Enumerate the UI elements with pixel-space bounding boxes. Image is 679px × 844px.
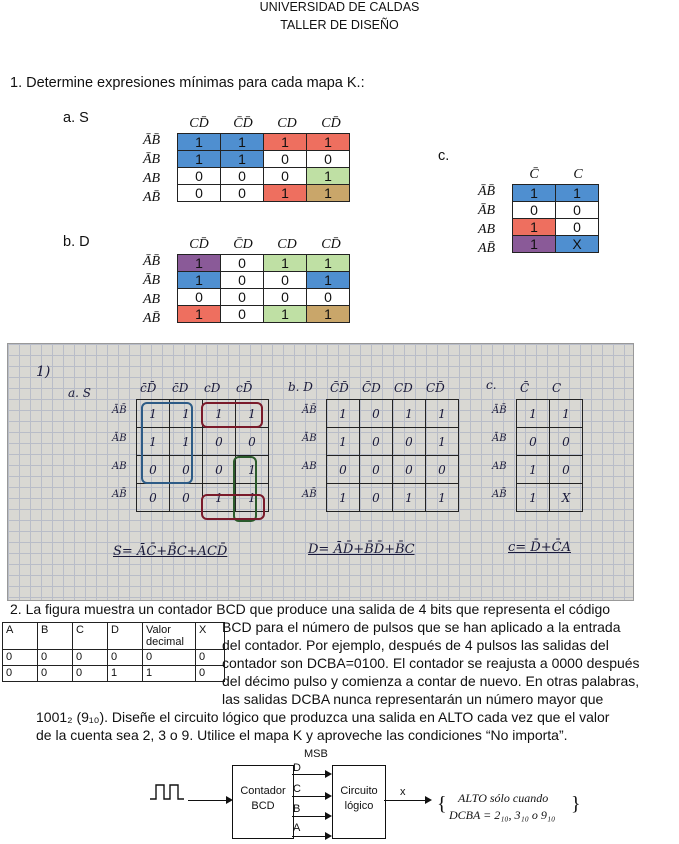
out-c: C xyxy=(293,783,301,795)
cell: 0 xyxy=(38,650,73,666)
hw-cell: 0 xyxy=(203,428,236,456)
hw-cell: 1 xyxy=(517,400,550,428)
kmap-cell: 0 xyxy=(264,151,307,168)
handwritten-solution-photo xyxy=(7,343,634,601)
kmap-cell: 1 xyxy=(307,255,350,272)
kmap-cell: 1 xyxy=(556,185,599,202)
brace-right: } xyxy=(571,793,581,815)
department-title: TALLER DE DISEÑO xyxy=(280,18,399,32)
kmap-cell: 1 xyxy=(307,272,350,289)
hw-row-header: ĀB xyxy=(492,433,507,444)
hw-cell: 1 xyxy=(170,400,203,428)
kmap-cell: 1 xyxy=(513,236,556,253)
kmap-cell: 0 xyxy=(307,151,350,168)
cell: 0 xyxy=(196,650,225,666)
kmap-cell: 1 xyxy=(307,306,350,323)
kmap-cell: 1 xyxy=(178,151,221,168)
hw-cell: 0 xyxy=(236,428,269,456)
hw-cell: 1 xyxy=(426,400,459,428)
kmap-cell: 1 xyxy=(178,134,221,151)
hw-col-header: cD xyxy=(204,381,221,395)
hw-cell: X xyxy=(550,484,583,512)
cell: 0 xyxy=(143,650,196,666)
kmap-col-header: CD̄ xyxy=(321,116,341,131)
hw-row-header: AB̄ xyxy=(492,489,507,500)
question-2-tail-1: 1001₂ (9₁₀). Diseñe el circuito lógico que produzca una salida en ALTO cada vez que el valor xyxy=(36,709,610,725)
kmap-cell: 0 xyxy=(264,168,307,185)
kmap-cell: 0 xyxy=(178,185,221,202)
hw-col-header: c̄D̄ xyxy=(140,381,157,395)
hw-cell: 0 xyxy=(360,400,393,428)
kmap-row-header: AB xyxy=(143,292,161,307)
brace-left: { xyxy=(437,793,447,815)
hw-cell: 1 xyxy=(393,400,426,428)
out-a: A xyxy=(293,822,301,834)
kmap-cell: 0 xyxy=(556,202,599,219)
hw-row-header: ĀB̄ xyxy=(492,405,507,416)
hw-cell: 1 xyxy=(327,484,360,512)
cell: 0 xyxy=(38,666,73,682)
hw-col-header: C̄D xyxy=(362,381,381,395)
hw-cell: 1 xyxy=(236,456,269,484)
input-line xyxy=(188,800,230,801)
hw-col-header: cD̄ xyxy=(236,381,253,395)
hw-row-header: AB xyxy=(302,461,317,472)
para-line: del contador. Por ejemplo, después de 4 pulsos las salidas del xyxy=(222,637,609,653)
note-line-2: DCBA = 2₁₀, 3₁₀ o 9₁₀ xyxy=(449,808,556,822)
kmap-cell: 1 xyxy=(264,255,307,272)
out-b: B xyxy=(293,803,301,815)
hw-cell: 1 xyxy=(393,484,426,512)
out-d: D xyxy=(293,762,301,774)
hw-grid xyxy=(516,399,583,512)
hw-cell: 0 xyxy=(360,456,393,484)
kmap-row-header: ĀB xyxy=(478,203,496,218)
cell: 0 xyxy=(73,666,108,682)
hw-cell: 0 xyxy=(137,456,170,484)
hw-col-header: c̄D xyxy=(172,381,189,395)
hw-cell: 0 xyxy=(550,456,583,484)
hw-col-header: C̄ xyxy=(520,381,530,395)
hw-c-label: c. xyxy=(486,378,497,392)
cell: 0 xyxy=(3,650,38,666)
para-line: las salidas DCBA nunca representarán un número mayor que xyxy=(222,691,604,707)
hw-cell: 1 xyxy=(426,484,459,512)
kmap-cell: 1 xyxy=(264,306,307,323)
hw-cell: 0 xyxy=(393,456,426,484)
kmap-col-header: CD̄ xyxy=(321,237,341,252)
hw-row-header: ĀB xyxy=(302,433,317,444)
pulse-train-icon xyxy=(150,782,190,802)
hw-row-header: AB̄ xyxy=(302,489,317,500)
hw-cell: 1 xyxy=(517,484,550,512)
output-arrow xyxy=(425,796,432,804)
question-2-lead: 2. La figura muestra un contador BCD que produce una salida de 4 bits que representa el código xyxy=(10,601,611,617)
kmap-col-header: C̄D̄ xyxy=(233,116,253,131)
cell: 0 xyxy=(108,650,143,666)
th-a: A xyxy=(3,623,38,650)
hw-s-expression: S= ĀC̄+B̄C+ACD̄ xyxy=(113,544,228,559)
para-line: BCD para el número de pulsos que se han aplicado a la entrada xyxy=(222,619,621,635)
kmap-row-header: AB̄ xyxy=(143,190,161,205)
table-row xyxy=(3,650,225,666)
question-1-title: 1. Determine expresiones mínimas para cada mapa K.: xyxy=(10,75,365,91)
kmap-cell: 1 xyxy=(264,134,307,151)
kmap-cell: 1 xyxy=(178,272,221,289)
kmap-cell: 0 xyxy=(221,289,264,306)
kmap-grid xyxy=(177,254,350,323)
hw-cell: 0 xyxy=(360,428,393,456)
hw-row-header: AB xyxy=(492,461,507,472)
kmap-cell: 1 xyxy=(307,168,350,185)
hw-cell: 0 xyxy=(170,456,203,484)
output-line xyxy=(384,800,428,801)
hw-ring-blue xyxy=(141,402,193,484)
kmap-col-header: C xyxy=(573,167,583,182)
kmap-row-header: AB xyxy=(143,171,161,186)
para-line: contador son DCBA=0100. El contador se reajusta a 0000 después xyxy=(222,655,640,671)
hw-col-header: C̄D̄ xyxy=(330,381,349,395)
hw-number: 1) xyxy=(36,364,51,380)
map-b-label: b. D xyxy=(63,234,90,250)
hw-cell: 1 xyxy=(327,428,360,456)
logic-box xyxy=(332,765,386,839)
hw-ring-red xyxy=(201,402,263,428)
hw-ring-red-bottom xyxy=(201,494,265,520)
hw-a-label: a. S xyxy=(68,386,92,400)
kmap-cell: 1 xyxy=(264,185,307,202)
kmap-col-header: C̄ xyxy=(529,167,539,182)
kmap-cell: 1 xyxy=(307,134,350,151)
hw-row-header: AB̄ xyxy=(112,489,127,500)
kmap-row-header: AB̄ xyxy=(478,241,496,256)
hw-cell: 1 xyxy=(203,484,236,512)
hw-row-header: ĀB xyxy=(112,433,127,444)
cell: 1 xyxy=(108,666,143,682)
question-2-para xyxy=(222,618,640,708)
map-c-label: c. xyxy=(438,148,450,164)
kmap-cell: 0 xyxy=(264,289,307,306)
th-b: B xyxy=(38,623,73,650)
hw-cell: 1 xyxy=(236,400,269,428)
th-valor: Valor decimal xyxy=(143,623,196,650)
logic-label: Circuito lógico xyxy=(340,785,378,812)
hw-cell: 1 xyxy=(137,428,170,456)
hw-cell: 0 xyxy=(550,428,583,456)
hw-cell: 1 xyxy=(170,428,203,456)
hw-cell: 0 xyxy=(170,484,203,512)
hw-cell: 0 xyxy=(327,456,360,484)
kmap-cell: 0 xyxy=(178,168,221,185)
hw-cell: 1 xyxy=(426,428,459,456)
hw-cell: 0 xyxy=(203,456,236,484)
th-d: D xyxy=(108,623,143,650)
kmap-row-header: ĀB̄ xyxy=(143,254,161,269)
kmap-cell: 1 xyxy=(221,134,264,151)
kmap-cell: 1 xyxy=(221,151,264,168)
hw-cell: 1 xyxy=(517,456,550,484)
kmap-cell: 1 xyxy=(513,219,556,236)
kmap-row-header: AB̄ xyxy=(143,311,161,326)
hw-row-header: AB xyxy=(112,461,127,472)
cell: 0 xyxy=(73,650,108,666)
hw-cell: 1 xyxy=(327,400,360,428)
hw-cell: 0 xyxy=(393,428,426,456)
kmap-cell: 0 xyxy=(221,168,264,185)
hw-row-header: ĀB̄ xyxy=(302,405,317,416)
map-a-label: a. S xyxy=(63,110,89,126)
hw-cell: 0 xyxy=(137,484,170,512)
kmap-cell: 1 xyxy=(513,185,556,202)
table-row xyxy=(3,666,225,682)
hw-grid xyxy=(326,399,459,512)
kmap-col-header: CD xyxy=(277,237,297,252)
msb-label: MSB xyxy=(304,748,328,760)
kmap-cell: 0 xyxy=(221,306,264,323)
kmap-col-header: C̄D xyxy=(233,237,253,252)
kmap-row-header: ĀB xyxy=(143,273,161,288)
kmap-cell: 0 xyxy=(178,289,221,306)
counter-box xyxy=(232,765,294,839)
cell: 0 xyxy=(196,666,225,682)
kmap-cell: 1 xyxy=(307,185,350,202)
hw-cell: 1 xyxy=(137,400,170,428)
counter-label: Contador BCD xyxy=(240,785,286,812)
kmap-row-header: ĀB̄ xyxy=(478,184,496,199)
hw-cell: 0 xyxy=(517,428,550,456)
th-x: X xyxy=(196,623,225,650)
hw-d-expression: D= ĀD̄+B̄D̄+B̄C xyxy=(308,542,415,557)
hw-col-header: CD xyxy=(394,381,413,395)
cell: 1 xyxy=(143,666,196,682)
university-title: UNIVERSIDAD DE CALDAS xyxy=(259,0,420,14)
kmap-cell: 0 xyxy=(556,219,599,236)
hw-cell: 1 xyxy=(203,400,236,428)
kmap-grid xyxy=(177,133,350,202)
para-line: del décimo pulso y comienza a contar de nuevo. En otras palabras, xyxy=(222,673,640,689)
cell: 0 xyxy=(3,666,38,682)
kmap-cell: 0 xyxy=(264,272,307,289)
kmap-cell: 0 xyxy=(513,202,556,219)
kmap-col-header: CD̄ xyxy=(189,237,209,252)
note-line-1: ALTO sólo cuando xyxy=(458,791,549,805)
hw-col-header: CD̄ xyxy=(426,381,445,395)
kmap-cell: 1 xyxy=(178,255,221,272)
th-c: C xyxy=(73,623,108,650)
hw-cell: 0 xyxy=(360,484,393,512)
kmap-cell: 0 xyxy=(221,272,264,289)
kmap-cell: 1 xyxy=(178,306,221,323)
hw-row-header: ĀB̄ xyxy=(112,405,127,416)
kmap-cell: 0 xyxy=(221,255,264,272)
kmap-cell: X xyxy=(556,236,599,253)
hw-c-expression: c= D̄+C̄A xyxy=(508,540,571,555)
truth-table xyxy=(2,622,225,682)
hw-cell: 0 xyxy=(426,456,459,484)
kmap-cell: 0 xyxy=(221,185,264,202)
kmap-row-header: AB xyxy=(478,222,496,237)
kmap-row-header: ĀB̄ xyxy=(143,133,161,148)
hw-cell: 1 xyxy=(550,400,583,428)
kmap-grid xyxy=(512,184,599,253)
output-x-label: x xyxy=(400,786,406,798)
kmap-cell: 0 xyxy=(307,289,350,306)
kmap-col-header: CD̄ xyxy=(189,116,209,131)
kmap-row-header: ĀB xyxy=(143,152,161,167)
hw-col-header: C xyxy=(552,381,562,395)
hw-cell: 1 xyxy=(236,484,269,512)
question-2-tail-2: de la cuenta sea 2, 3 o 9. Utilice el mapa K y aproveche las condiciones “No importa”. xyxy=(36,727,568,743)
kmap-col-header: CD xyxy=(277,116,297,131)
hw-b-label: b. D xyxy=(288,380,313,394)
